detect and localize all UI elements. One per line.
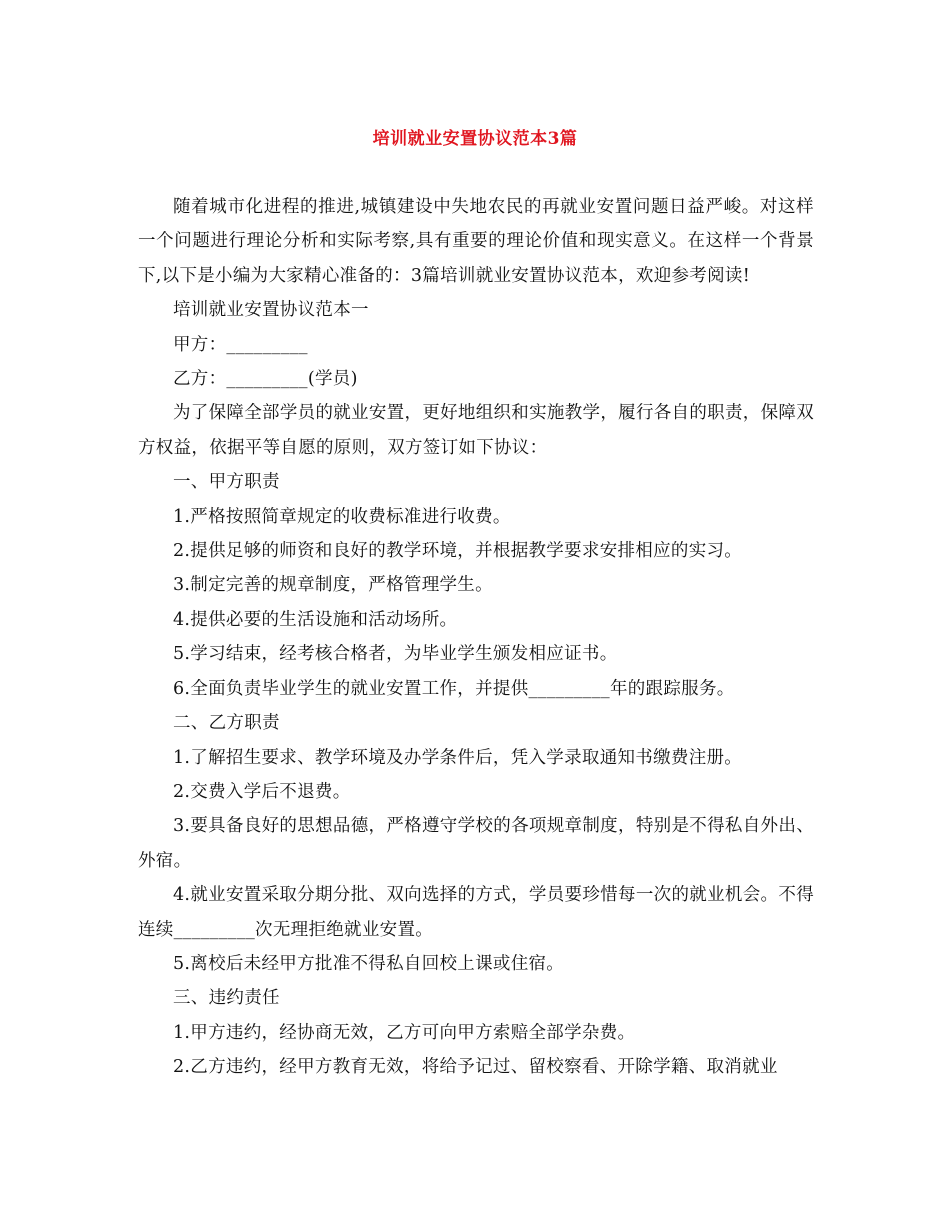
party-a-duty-item: 5.学习结束，经考核合格者，为毕业学生颁发相应证书。: [173, 644, 618, 665]
party-a-line: 甲方：_________: [173, 334, 308, 355]
party-b-line: 乙方：_________(学员): [173, 369, 358, 390]
party-a-duty-item: 1.严格按照简章规定的收费标准进行收费。: [173, 506, 511, 527]
party-b-duty-item: 5.离校后未经甲方批准不得私自回校上课或住宿。: [173, 953, 565, 974]
party-a-duty-item: 2.提供足够的师资和良好的教学环境，并根据教学要求安排相应的实习。: [173, 541, 743, 562]
heading-breach-liability: 三、违约责任: [173, 988, 280, 1009]
document-title: 培训就业安置协议范本3篇: [372, 129, 578, 149]
breach-item: 2.乙方违约，经甲方教育无效，将给予记过、留校察看、开除学籍、取消就业: [173, 1057, 778, 1078]
party-b-duty-item: 3.要具备良好的思想品德，严格遵守学校的各项规章制度，特别是不得私自外出、外宿。: [138, 816, 814, 871]
party-a-duty-item: 4.提供必要的生活设施和活动场所。: [173, 609, 458, 630]
document-body: [138, 190, 814, 1085]
heading-party-b-duties: 二、乙方职责: [173, 713, 280, 734]
intro-paragraph: 随着城市化进程的推进,城镇建设中失地农民的再就业安置问题日益严峻。对这样一个问题进行理论分析和实际考察,具有重要的理论价值和现实意义。在这样一个背景下,以下是小编为大家精心准备的：3篇培训就业安置协议范本，欢迎参考阅读!: [138, 197, 814, 286]
party-b-duty-item: 1.了解招生要求、教学环境及办学条件后，凭入学录取通知书缴费注册。: [173, 747, 743, 768]
preamble-paragraph: 为了保障全部学员的就业安置，更好地组织和实施教学，履行各自的职责，保障双方权益，依据平等自愿的原则，双方签订如下协议：: [138, 403, 814, 458]
party-a-duty-item: 3.制定完善的规章制度，严格管理学生。: [173, 575, 493, 596]
party-a-duty-item: 6.全面负责毕业学生的就业安置工作，并提供_________年的跟踪服务。: [173, 678, 735, 699]
party-b-duty-item: 4.就业安置采取分期分批、双向选择的方式，学员要珍惜每一次的就业机会。不得连续_________次无理拒绝就业安置。: [138, 885, 814, 940]
party-b-duty-item: 2.交费入学后不退费。: [173, 781, 351, 802]
section-heading-sample-one: 培训就业安置协议范本一: [173, 300, 369, 321]
heading-party-a-duties: 一、甲方职责: [173, 472, 280, 493]
breach-item: 1.甲方违约，经协商无效，乙方可向甲方索赔全部学杂费。: [173, 1022, 636, 1043]
